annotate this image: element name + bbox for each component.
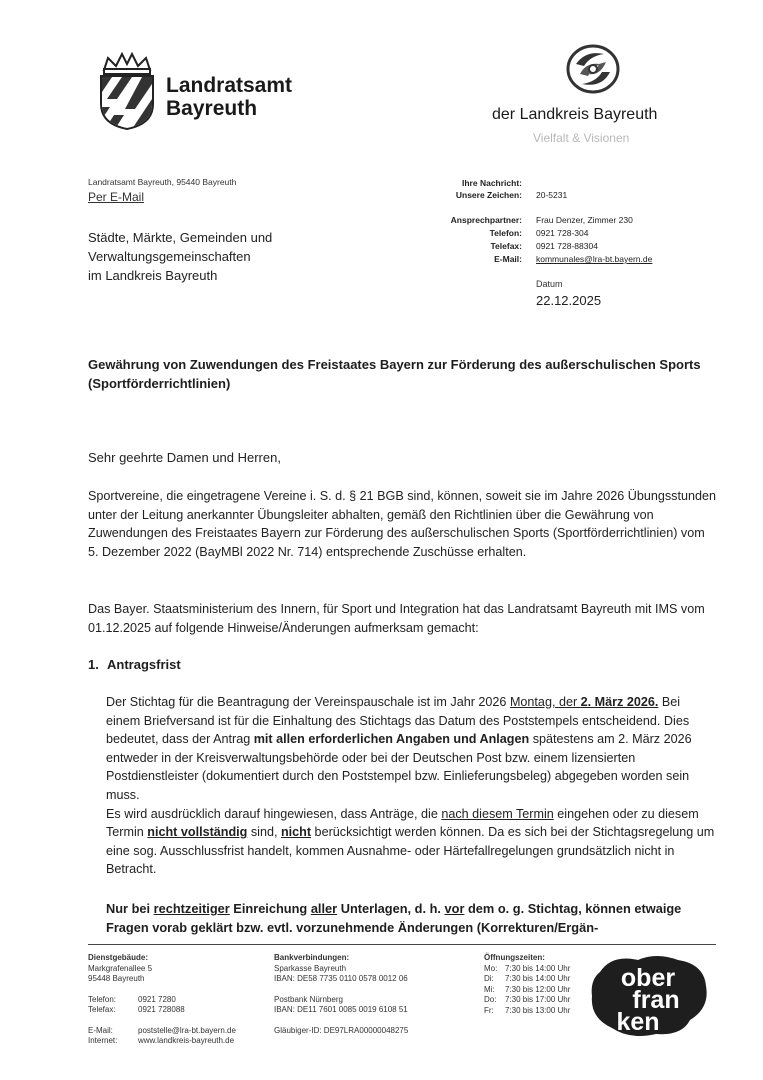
footer-bank-name: Sparkasse Bayreuth	[274, 963, 347, 973]
text-run: Nur bei	[106, 901, 154, 916]
footer-phone-label: Telefon:	[88, 994, 117, 1004]
text-run-bold-underlined: nicht	[280, 825, 312, 840]
body-paragraph: Sportvereine, die eingetragene Vereine i. S. d. § 21 BGB sind, können, soweit sie im Jahre 2026 Übungsstunden unter der Leitung anerkannter Übungsleiter abhalten, gemäß den Richtlinien über die Gewährung von Zuwendungen des Freistaates Bayern zur Förderung des außerschulischen Sports (Sportförderrichtlinien) vom 5. Dezember 2022 (BayMBl 2022 Nr. 714) entsprechende Zuschüsse erhalten.	[88, 489, 716, 559]
hours-time: 7:30 bis 14:00 Uhr	[505, 974, 571, 983]
org-name-line2: Bayreuth	[166, 97, 258, 120]
recipient-line: im Landkreis Bayreuth	[88, 268, 218, 283]
section-number: 1.	[88, 657, 99, 672]
delivery-method: Per E-Mail	[88, 190, 145, 204]
hours-day: Do:	[484, 995, 497, 1004]
text-run: Unterlagen, d. h.	[337, 901, 445, 916]
logo-text-line: ken	[616, 1008, 660, 1036]
landkreis-tagline: Vielfalt & Visionen	[533, 131, 630, 145]
reference-label: Telefon:	[489, 228, 522, 238]
reference-label: Unsere Zeichen:	[455, 190, 522, 200]
footer-fax-label: Telefax:	[88, 1005, 116, 1014]
hours-time: 7:30 bis 14:00 Uhr	[505, 963, 571, 973]
footer-bank-info	[274, 953, 474, 1036]
reference-value: 0921 728-304	[536, 228, 589, 238]
footer-email-label: E-Mail:	[88, 1025, 113, 1035]
footer-bank-iban: IBAN: DE58 7735 0110 0578 0012 06	[274, 974, 408, 983]
recipient-line: Städte, Märkte, Gemeinden und	[88, 230, 273, 245]
text-run: berücksichtigt werden können. Da es sich bei der Stichtagsregelung um eine sog. Ausschlussfrist handelt, kommen Ausnahme- oder Härtefallregelungen grundsätzlich nicht in Betracht.	[106, 825, 715, 877]
footer-bank-name: Postbank Nürnberg	[274, 994, 343, 1004]
text-run-underlined: nach diesem Termin	[441, 806, 554, 821]
section-title: Antragsfrist	[107, 657, 181, 672]
text-run-bold: mit allen erforderlichen Angaben und Anlagen	[253, 732, 530, 747]
reference-value: 0921 728-88304	[536, 241, 598, 251]
date-value: 22.12.2025	[536, 293, 602, 308]
footer-email-link[interactable]: poststelle@lra-bt.bayern.de	[138, 1025, 236, 1035]
letter-subject: Gewährung von Zuwendungen des Freistaates Bayern zur Förderung des außerschulischen Sports (Sportförderrichtlinien)	[88, 357, 701, 391]
text-run: eingehen oder zu diesem Termin	[106, 806, 699, 840]
recipient-address	[88, 228, 348, 285]
footer-office-info	[88, 953, 268, 1047]
text-run-underlined: Montag, der	[509, 695, 581, 709]
recipient-line: Verwaltungsgemeinschaften	[88, 249, 251, 264]
text-run-underlined: vor	[444, 901, 465, 916]
date-label: Datum	[536, 279, 563, 289]
footer-heading: Öffnungszeiten:	[484, 953, 545, 962]
hours-day: Mo:	[484, 963, 498, 973]
reference-label: Ansprechpartner:	[450, 215, 522, 225]
contact-email-link[interactable]: kommunales@lra-bt.bayern.de	[536, 254, 653, 264]
landkreis-swirl-logo-icon	[566, 44, 620, 94]
salutation: Sehr geehrte Damen und Herren,	[88, 450, 281, 465]
reference-value: Frau Denzer, Zimmer 230	[536, 215, 633, 225]
hours-day: Mi:	[484, 984, 495, 994]
text-run: dem o. g. Stichtag, können etwaige Fragen vorab geklärt bzw. evtl. vorzunehmende Änderungen (Korrekturen/Ergän-	[106, 901, 682, 935]
hours-day: Fr:	[484, 1005, 494, 1015]
logo-text-line: ober	[620, 964, 676, 992]
sender-address-line: Landratsamt Bayreuth, 95440 Bayreuth	[88, 177, 237, 187]
text-run: sind,	[247, 825, 281, 840]
hours-day: Di:	[484, 974, 494, 983]
footer-fax-value: 0921 728088	[138, 1005, 185, 1014]
text-run: spätestens am 2. März 2026 entweder in der Kreisverwaltungsbehörde oder bei der Deutschen Post bzw. einem lizensierten Postdienstleister (dokumentiert durch den Poststempel bzw. Einlieferungsbeleg) abgegeben worden sein muss.	[106, 732, 692, 802]
text-run: Der Stichtag für die Beantragung der Vereinspauschale ist im Jahr 2026	[106, 695, 510, 709]
text-run: Es wird ausdrücklich darauf hingewiesen, dass Anträge, die	[106, 806, 442, 821]
organization-name	[166, 74, 292, 120]
reference-label: Telefax:	[490, 241, 522, 251]
text-run-bold-underlined: nicht vollständig	[147, 825, 248, 840]
deadline-date: 2. März 2026.	[580, 695, 659, 709]
logo-text-line: fran	[632, 986, 680, 1014]
deadline-paragraph	[106, 693, 716, 879]
text-run-underlined: aller	[310, 901, 338, 916]
hours-time: 7:30 bis 17:00 Uhr	[505, 995, 571, 1004]
text-run-underlined: rechtzeitiger	[153, 901, 230, 916]
hours-time: 7:30 bis 12:00 Uhr	[505, 984, 571, 994]
footer-creditor-id: Gläubiger-ID: DE97LRA00000048275	[274, 1025, 409, 1035]
footer-divider	[88, 944, 716, 945]
reference-label: E-Mail:	[494, 254, 522, 264]
footer-opening-hours	[484, 953, 584, 1016]
hours-time: 7:30 bis 13:00 Uhr	[505, 1005, 571, 1015]
footer-bank-iban: IBAN: DE11 7601 0085 0019 6108 51	[274, 1005, 408, 1014]
section-heading	[88, 657, 181, 672]
footer-internet-label: Internet:	[88, 1036, 118, 1045]
footer-website-link[interactable]: www.landkreis-bayreuth.de	[138, 1036, 235, 1045]
body-paragraph: Das Bayer. Staatsministerium des Innern, für Sport und Integration hat das Landratsamt Bayreuth mit IMS vom 01.12.2025 auf folgende Hinweise/Änderungen aufmerksam gemacht:	[88, 602, 705, 635]
footer-heading: Dienstgebäude:	[88, 953, 149, 962]
footer-phone-value: 0921 7280	[138, 994, 176, 1004]
landkreis-title: der Landkreis Bayreuth	[492, 106, 658, 123]
text-run: Bei einem Briefversand ist für die Einhaltung des Stichtags das Datum des Poststempels entscheidend. Dies bedeutet, dass der Antrag	[106, 695, 690, 747]
footer-city: 95448 Bayreuth	[88, 974, 145, 983]
oberfranken-logo-icon	[586, 950, 710, 1040]
coat-of-arms-icon	[98, 52, 156, 130]
text-run: Einreichung	[229, 901, 311, 916]
reference-label: Ihre Nachricht:	[462, 178, 522, 188]
org-name-line1: Landratsamt	[166, 74, 293, 97]
notice-paragraph	[106, 899, 716, 937]
footer-heading: Bankverbindungen:	[274, 953, 350, 962]
reference-value: 20-5231	[536, 190, 568, 200]
footer-street: Markgrafenallee 5	[88, 963, 153, 973]
